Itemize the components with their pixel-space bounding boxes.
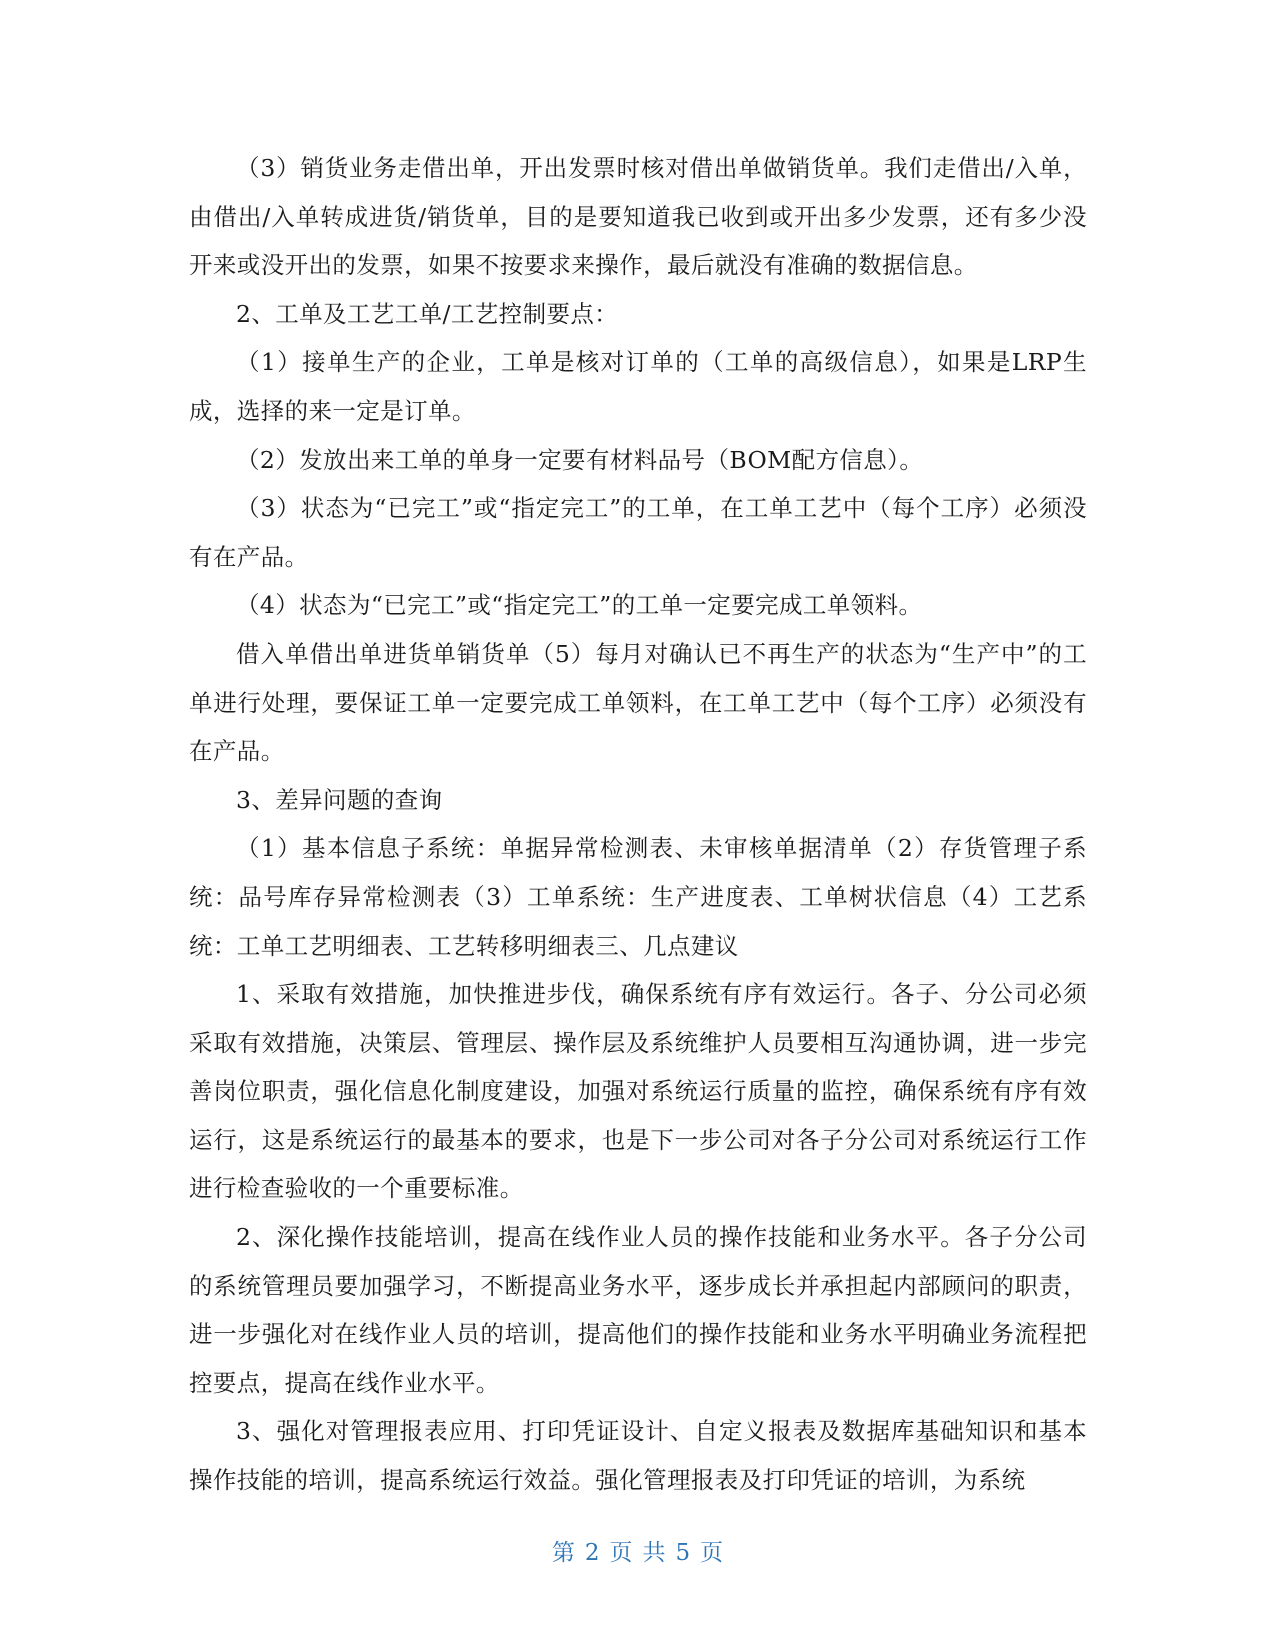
footer-total-label: 共 <box>642 1540 666 1566</box>
footer-prefix: 第 <box>551 1540 575 1566</box>
paragraph-work-order-1: （1）接单生产的企业，工单是核对订单的（工单的高级信息），如果是LRP生成，选择的来一定是订单。 <box>189 348 1087 425</box>
page-footer <box>0 1538 1275 1568</box>
paragraph-work-order-2: （2）发放出来工单的单身一定要有材料品号（BOM配方信息）。 <box>236 445 924 474</box>
paragraph-suggestion-3: 3、强化对管理报表应用、打印凭证设计、自定义报表及数据库基础知识和基本操作技能的培训，提高系统运行效益。强化管理报表及打印凭证的培训，为系统 <box>189 1417 1087 1495</box>
footer-current-page: 2 <box>584 1540 600 1566</box>
heading-difference-query: 3、差异问题的查询 <box>236 785 443 814</box>
paragraph-suggestion-2: 2、深化操作技能培训，提高在线作业人员的操作技能和业务水平。各子分公司的系统管理员要加强学习，不断提高业务水平，逐步成长并承担起内部顾问的职责，进一步强化对在线作业人员的培训，提高他们的操作技能和业务水平明确业务流程把控要点，提高在线作业水平。 <box>189 1223 1087 1397</box>
heading-work-order-control: 2、工单及工艺工单/工艺控制要点： <box>236 299 619 328</box>
paragraph-sales-borrow: （3）销货业务走借出单，开出发票时核对借出单做销货单。我们走借出/入单，由借出/入单转成进货/销货单，目的是要知道我已收到或开出多少发票，还有多少没开来或没开出的发票，如果不按要求来操作，最后就没有准确的数据信息。 <box>189 154 1087 280</box>
paragraph-suggestion-1: 1、采取有效措施，加快推进步伐，确保系统有序有效运行。各子、分公司必须采取有效措施，决策层、管理层、操作层及系统维护人员要相互沟通协调，进一步完善岗位职责，强化信息化制度建设，加强对系统运行质量的监控，确保系统有序有效运行，这是系统运行的最基本的要求，也是下一步公司对各子分公司对系统运行工作进行检查验收的一个重要标准。 <box>189 980 1087 1203</box>
footer-total-unit: 页 <box>700 1540 724 1566</box>
paragraph-work-order-3: （3）状态为“已完工”或“指定完工”的工单，在工单工艺中（每个工序）必须没有在产品。 <box>189 494 1087 571</box>
footer-page-unit: 页 <box>609 1540 633 1566</box>
page-content <box>189 144 1087 1505</box>
paragraph-work-order-5: 借入单借出单进货单销货单（5）每月对确认已不再生产的状态为“生产中”的工单进行处理，要保证工单一定要完成工单领料，在工单工艺中（每个工序）必须没有在产品。 <box>189 639 1087 766</box>
paragraph-query-reports: （1）基本信息子系统：单据异常检测表、未审核单据清单（2）存货管理子系统：品号库存异常检测表（3）工单系统：生产进度表、工单树状信息（4）工艺系统：工单工艺明细表、工艺转移明细表三、几点建议 <box>189 834 1087 960</box>
paragraph-work-order-4: （4）状态为“已完工”或“指定完工”的工单一定要完成工单领料。 <box>236 591 923 620</box>
footer-total-pages: 5 <box>675 1540 691 1566</box>
